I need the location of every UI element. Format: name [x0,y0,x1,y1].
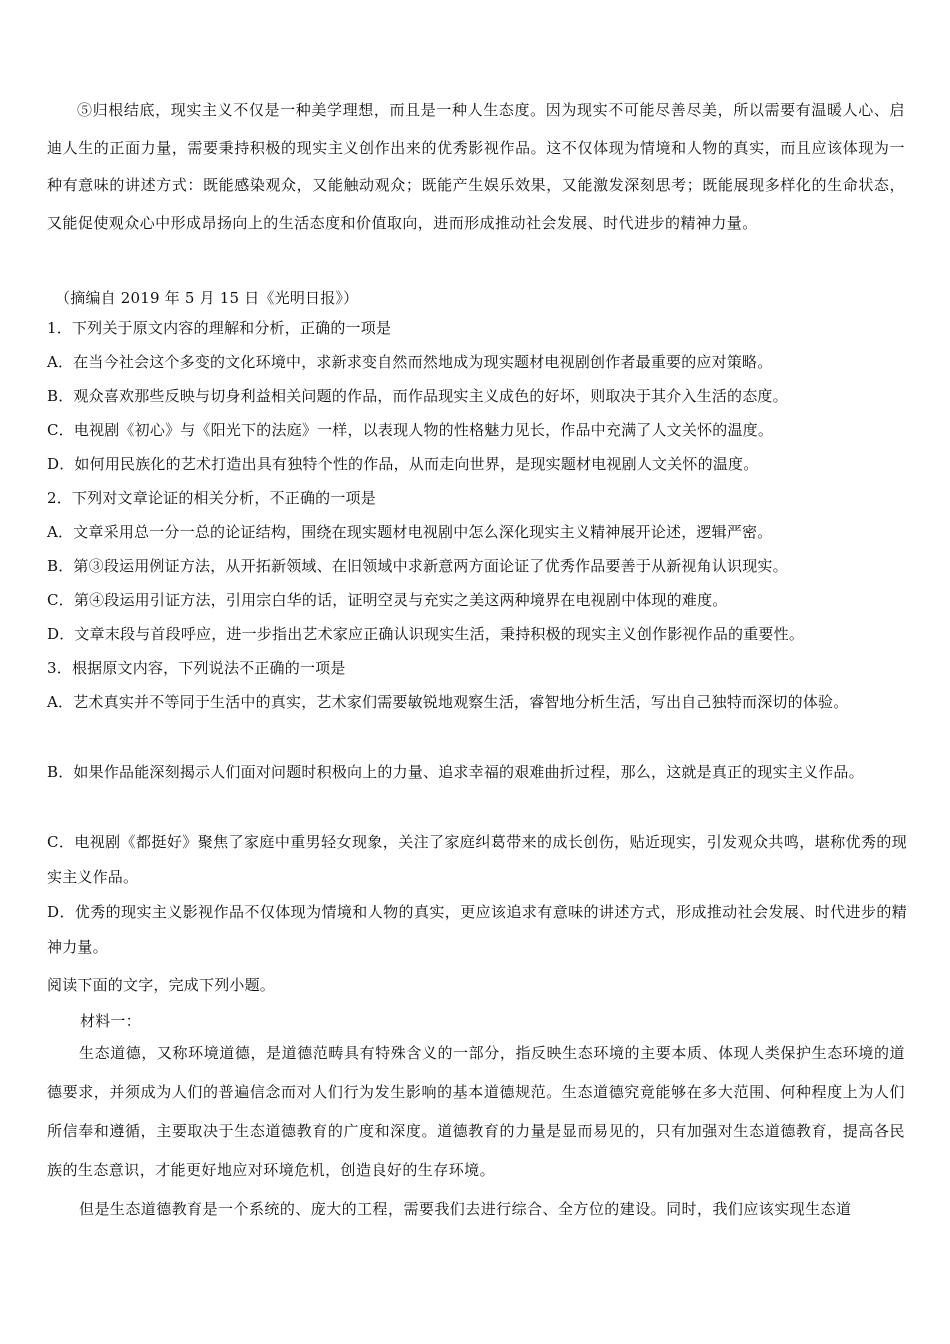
question-2-option-a: A．文章采用总一分一总的论证结构，围绕在现实题材电视剧中怎么深化现实主义精神展开论述，逻辑严密。 [47,523,773,541]
question-1-option-b: B．观众喜欢那些反映与切身利益相关问题的作品，而作品现实主义成色的好坏，则取决于其介入生活的态度。 [47,387,788,405]
question-1-option-d: D．如何用民族化的艺术打造出具有独特个性的作品，从而走向世界，是现实题材电视剧人文关怀的温度。 [47,455,759,473]
question-2-option-b: B．第③段运用例证方法，从开拓新领域、在旧领域中求新意两方面论证了优秀作品要善于从新视角认识现实。 [47,557,788,575]
question-1-stem: 1．下列关于原文内容的理解和分析，正确的一项是 [47,319,392,337]
question-2-option-d: D．文章末段与首段呼应，进一步指出艺术家应正确认识现实生活，秉持积极的现实主义创作影视作品的重要性。 [47,625,805,643]
reading-instruction: 阅读下面的文字，完成下列小题。 [47,976,276,994]
material-one-paragraph-2: 但是生态道德教育是一个系统的、庞大的工程，需要我们去进行综合、全方位的建设。同时，我们应该实现生态道 [79,1200,852,1218]
question-3-option-b: B．如果作品能深刻揭示人们面对问题时积极向上的力量、追求幸福的艰难曲折过程，那么，这就是真正的现实主义作品。 [47,763,864,781]
question-3-option-d: D．优秀的现实主义影视作品不仅体现为情境和人物的真实，更应该追求有意味的讲述方式，形成推动社会发展、时代进步的精神力量。 [47,903,907,956]
question-2-option-c: C．第④段运用引证方法，引用宗白华的话，证明空灵与充实之美这两种境界在电视剧中体现的难度。 [47,591,728,609]
material-one-paragraph-1: 生态道德，又称环境道德，是道德范畴具有特殊含义的一部分，指反映生态环境的主要本质、体现人类保护生态环境的道德要求，并须成为人们的普遍信念而对人们行为发生影响的基本道德规范。生态道德究竟能够在多大范围、何种程度上为人们所信奉和遵循，主要取决于生态道德教育的广度和深度。道德教育的力量是显而易见的，只有加强对生态道德教育，提高各民族的生态意识，才能更好地应对环境危机，创造良好的生存环境。 [47,1044,905,1179]
question-3-stem: 3．根据原文内容，下列说法不正确的一项是 [47,659,346,677]
question-1-option-c: C．电视剧《初心》与《阳光下的法庭》一样，以表现人物的性格魅力见长，作品中充满了人文关怀的温度。 [47,421,774,439]
paragraph-5: ⑤归根结底，现实主义不仅是一种美学理想，而且是一种人生态度。因为现实不可能尽善尽美，所以需要有温暖人心、启迪人生的正面力量，需要秉持积极的现实主义创作出来的优秀影视作品。这不仅体现为情境和人物的真实，而且应该体现为一种有意味的讲述方式：既能感染观众，又能触动观众；既能产生娱乐效果，又能激发深刻思考；既能展现多样化的生命状态，又能促使观众心中形成昂扬向上的生活态度和价值取向，进而形成推动社会发展、时代进步的精神力量。 [47,101,905,232]
question-2-stem: 2．下列对文章论证的相关分析，不正确的一项是 [47,489,376,507]
question-3-option-a: A．艺术真实并不等同于生活中的真实，艺术家们需要敏锐地观察生活，睿智地分析生活，写出自己独特而深切的体验。 [47,693,849,711]
question-3-option-c: C．电视剧《都挺好》聚焦了家庭中重男轻女现象，关注了家庭纠葛带来的成长创伤，贴近现实，引发观众共鸣，堪称优秀的现实主义作品。 [47,833,907,886]
question-1-option-a: A．在当今社会这个多变的文化环境中，求新求变自然而然地成为现实题材电视剧创作者最重要的应对策略。 [47,353,773,371]
material-one-label: 材料一： [80,1012,141,1030]
citation: （摘编自 2019 年 5 月 15 日《光明日报》） [55,289,359,307]
